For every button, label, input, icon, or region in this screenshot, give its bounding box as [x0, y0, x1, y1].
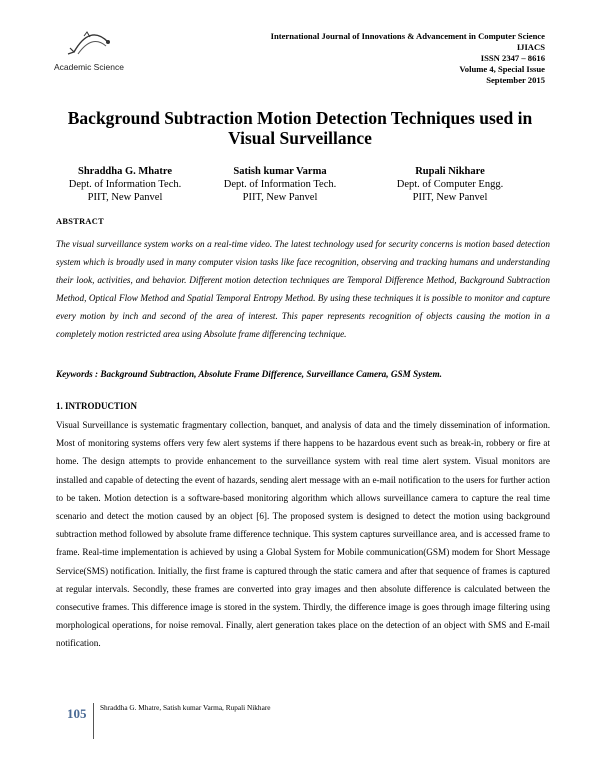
author-name: Rupali Nikhare — [415, 166, 485, 177]
author-name: Shraddha G. Mhatre — [77, 166, 173, 177]
author-institute: PIIT, New Panvel — [87, 192, 163, 203]
abstract-heading: ABSTRACT — [56, 217, 105, 226]
journal-name: International Journal of Innovations & Advancement in Computer Science — [270, 31, 545, 41]
author-dept: Dept. of Computer Engg. — [396, 179, 504, 190]
journal-issn: ISSN 2347 – 8616 — [480, 53, 545, 63]
paper-title-line-2: Visual Surveillance — [228, 128, 372, 148]
logo-text: Academic Science — [54, 62, 124, 72]
abstract-body: The visual surveillance system works on a real-time video. The latest technology used for security concerns is motion based detection system which is broadly used in many computer vision tasks like face recognition, observing and tracking humans and understanding their look, activities, and behavior. Different motion detection techniques are Temporal Difference Method, Background Subtraction Method, Optical Flow Method and Spatial Temporal Entropy Method. By using these techniques it is possible to monitor and capture every motion by inch and second of the area of interest. This paper represents recognition of objects causing the motion in a completely motion restricted area using Absolute frame differencing technique. — [56, 239, 550, 339]
footer-authors: Shraddha G. Mhatre, Satish kumar Varma, Rupali Nikhare — [100, 703, 271, 712]
journal-volume: Volume 4, Special Issue — [459, 64, 545, 74]
author-dept: Dept. of Information Tech. — [68, 179, 182, 190]
author-name: Satish kumar Varma — [233, 166, 327, 177]
academic-science-logo-icon — [64, 28, 116, 62]
paper-title-line-1: Background Subtraction Motion Detection Techniques used in — [67, 108, 533, 128]
author-block — [365, 165, 535, 204]
section-heading-introduction: 1. INTRODUCTION — [56, 401, 138, 411]
author-dept: Dept. of Information Tech. — [223, 179, 337, 190]
journal-date: September 2015 — [486, 75, 545, 85]
paper-title — [40, 108, 560, 148]
author-block — [195, 165, 365, 204]
footer-divider — [93, 703, 94, 739]
publisher-logo — [42, 28, 137, 78]
author-institute: PIIT, New Panvel — [412, 192, 488, 203]
keywords: Keywords : Background Subtraction, Absolute Frame Difference, Surveillance Camera, GSM System. — [56, 369, 442, 379]
page-number: 105 — [67, 706, 87, 721]
author-block — [40, 165, 210, 204]
journal-abbrev: IJIACS — [516, 42, 545, 52]
journal-info — [205, 31, 545, 86]
author-institute: PIIT, New Panvel — [242, 192, 318, 203]
introduction-body: Visual Surveillance is systematic fragmentary collection, banquet, and analysis of data and the timely dissemination of information. Most of monitoring systems offers very few alert systems if there happens to be hazardous event such as break-in, robbery or fire at home. The design attempts to provide enhancement to the surveillance system with real time alert system. Visual monitors are installed and capable of detecting the event of hazards, sending alert message with an e-mail notification to the users for further action to be taken. Motion detection is a software-based monitoring algorithm which allows surveillance camera to capture the real time scenario and detect the motion caused by an object [6]. The proposed system is designed to detect the motion using background subtraction method followed by absolute frame difference technique. This system captures surveillance area, and is accessed frame to frame. Real-time implementation is achieved by using a Global System for Mobile communication(GSM) modem for Short Message Service(SMS) notification. Initially, the first frame is captured through the static camera and after that sequence of frames is captured at regular intervals. Secondly, these frames are converted into gray images and then absolute difference is calculated between the consecutive frames. This difference image is stored in the system. Thirdly, the difference image is goes through image filtering using morphological operations, for noise removal. Finally, alert generation takes place on the detection of an object with SMS and E-mail notification. — [56, 420, 550, 649]
